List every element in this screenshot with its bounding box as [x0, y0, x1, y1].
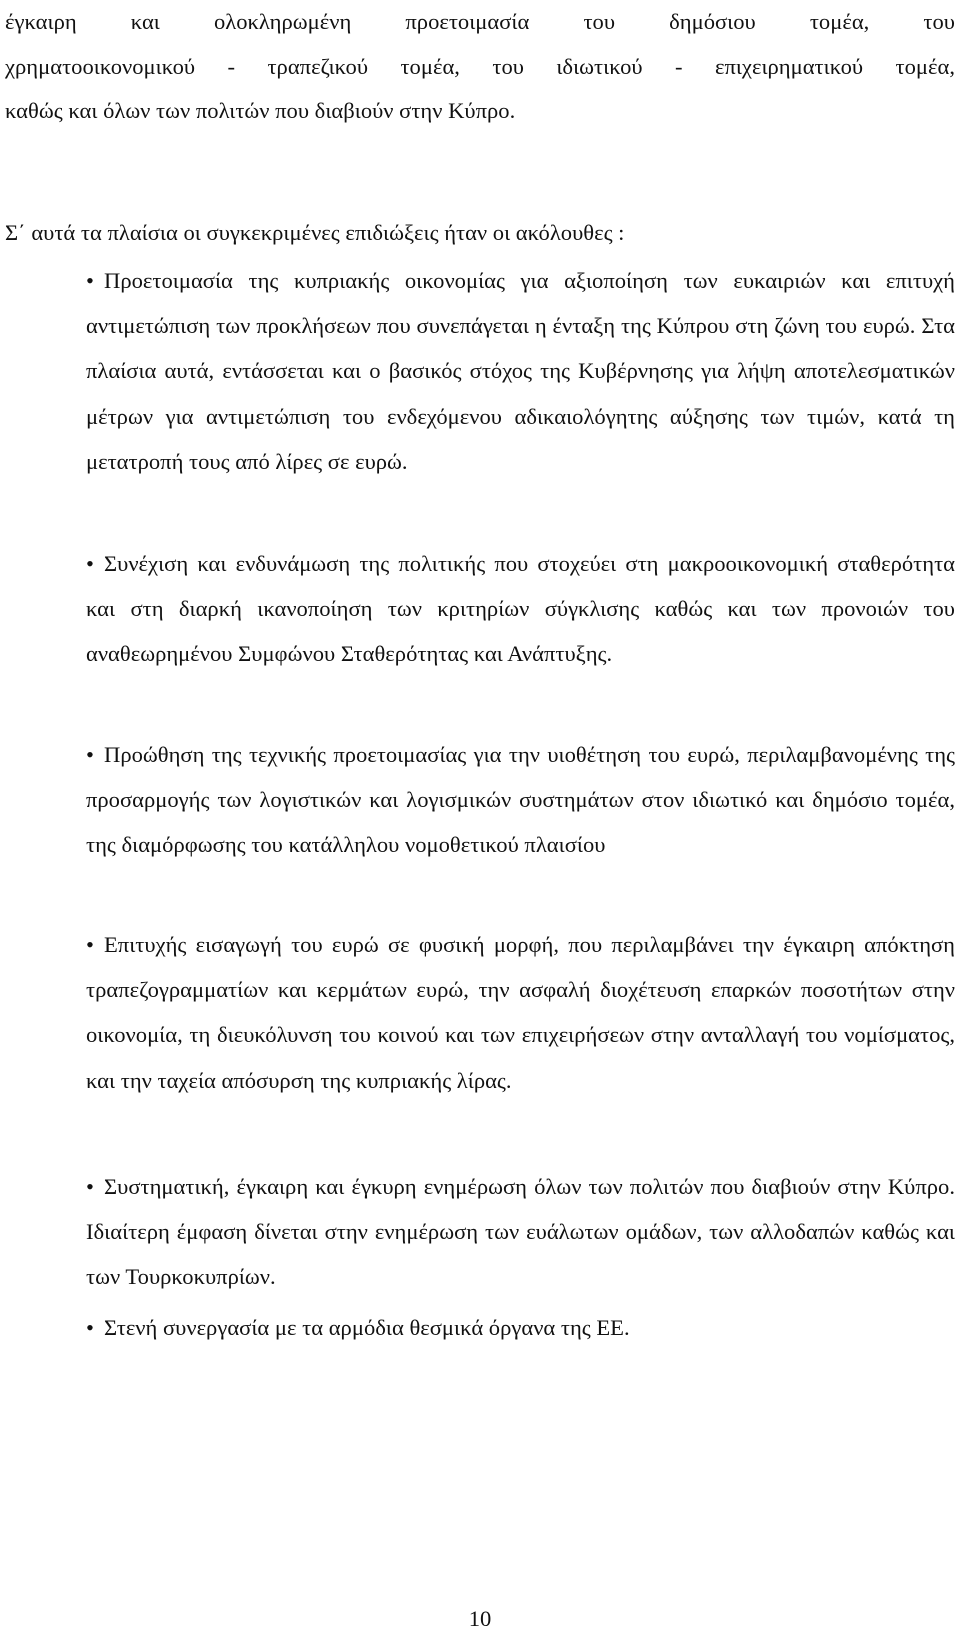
- list-item: [86, 1305, 955, 1350]
- bullet-icon: •: [86, 551, 94, 576]
- bullet-icon: •: [86, 932, 94, 957]
- list-item-text: Στενή συνεργασία με τα αρμόδια θεσμικά όργανα της ΕΕ.: [104, 1315, 630, 1340]
- list-item-text: Προετοιμασία της κυπριακής οικονομίας για αξιοποίηση των ευκαιριών και επιτυχή αντιμετώπιση των προκλήσεων που συνεπάγεται η ένταξη της Κύπρου στη ζώνη του ευρώ. Στα πλαίσια αυτά, εντάσσεται και ο βασικός στόχος της Κυβέρνησης για λήψη αποτελεσματικών μέτρων για αντιμετώπιση του ενδεχόμενου αδικαιολόγητης αύξησης των τιμών, κατά τη μετατροπή τους από λίρες σε ευρώ.: [86, 268, 955, 474]
- list-item: [86, 732, 955, 868]
- list-item: [86, 1164, 955, 1300]
- bullet-icon: •: [86, 742, 94, 767]
- list-item-text: Προώθηση της τεχνικής προετοιμασίας για την υιοθέτηση του ευρώ, περιλαμβανομένης της προσαρμογής των λογιστικών και λογισμικών συστημάτων στον ιδιωτικό και δημόσιο τομέα, της διαμόρφωσης του κατάλληλου νομοθετικού πλαισίου: [86, 742, 955, 858]
- bullet-icon: •: [86, 1315, 94, 1340]
- intro-paragraph: [5, 0, 955, 134]
- objectives-lead: Σ΄ αυτά τα πλαίσια οι συγκεκριμένες επιδιώξεις ήταν οι ακόλουθες :: [5, 220, 625, 245]
- intro-line: έγκαιρη και ολοκληρωμένη προετοιμασία του δημόσιου τομέα, του: [5, 9, 955, 34]
- bullet-icon: •: [86, 268, 94, 293]
- list-item-text: Συνέχιση και ενδυνάμωση της πολιτικής που στοχεύει στη μακροοικονομική σταθερότητα και στη διαρκή ικανοποίηση των κριτηρίων σύγκλισης καθώς και των προνοιών του αναθεωρημένου Συμφώνου Σταθερότητας και Ανάπτυξης.: [86, 551, 955, 667]
- list-item: [86, 541, 955, 677]
- list-item-text: Συστηματική, έγκαιρη και έγκυρη ενημέρωση όλων των πολιτών που διαβιούν στην Κύπρο. Ιδιαίτερη έμφαση δίνεται στην ενημέρωση των ευάλωτων ομάδων, των αλλοδαπών καθώς και των Τουρκοκυπρίων.: [86, 1174, 955, 1290]
- list-item: [86, 258, 955, 484]
- page-number: 10: [468, 1606, 492, 1631]
- bullet-icon: •: [86, 1174, 94, 1199]
- intro-line: καθώς και όλων των πολιτών που διαβιούν στην Κύπρο.: [5, 98, 516, 123]
- intro-line: χρηματοοικονομικού - τραπεζικού τομέα, του ιδιωτικού - επιχειρηματικού τομέα,: [5, 53, 955, 79]
- list-item-text: Επιτυχής εισαγωγή του ευρώ σε φυσική μορφή, που περιλαμβάνει την έγκαιρη απόκτηση τραπεζογραμματίων και κερμάτων ευρώ, την ασφαλή διοχέτευση επαρκών ποσοτήτων στην οικονομία, τη διευκόλυνση του κοινού και των επιχειρήσεων στην ανταλλαγή του νομίσματος, και την ταχεία απόσυρση της κυπριακής λίρας.: [86, 932, 955, 1093]
- list-item: [86, 922, 955, 1103]
